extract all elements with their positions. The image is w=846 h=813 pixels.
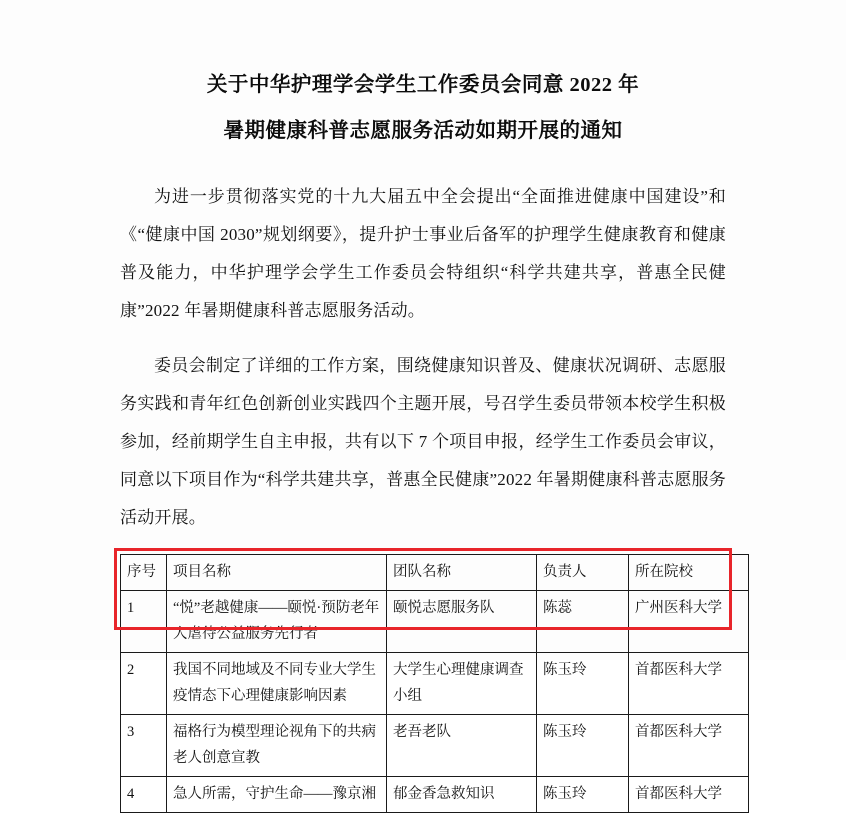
- row-school: 首都医科大学: [629, 777, 749, 813]
- row-leader: 陈玉玲: [537, 653, 629, 715]
- table-row: [121, 715, 749, 777]
- table-header-row: [121, 555, 749, 591]
- row-school: 首都医科大学: [629, 715, 749, 777]
- table-header-no: 序号: [121, 555, 167, 591]
- row-no: 1: [121, 591, 167, 653]
- row-leader: 陈蕊: [537, 591, 629, 653]
- table-row: [121, 591, 749, 653]
- paragraph-2: 委员会制定了详细的工作方案，围绕健康知识普及、健康状况调研、志愿服务实践和青年红色创新创业实践四个主题开展，号召学生委员带领本校学生积极参加，经前期学生自主申报，共有以下 7 个项目申报，经学生工作委员会审议，同意以下项目作为“科学共建共享，普惠全民健康”2022 年暑期健康科普志愿服务活动开展。: [120, 356, 726, 527]
- row-school: 首都医科大学: [629, 653, 749, 715]
- row-team-name: 颐悦志愿服务队: [387, 591, 537, 653]
- row-project-name: “悦”老越健康——颐悦·预防老年人虐待公益服务先行者: [167, 591, 387, 653]
- row-project-name: 急人所需，守护生命——豫京湘: [167, 777, 387, 813]
- projects-table: [120, 554, 749, 813]
- row-leader: 陈玉玲: [537, 777, 629, 813]
- row-project-name: 福格行为模型理论视角下的共病老人创意宣教: [167, 715, 387, 777]
- row-team-name: 老吾老队: [387, 715, 537, 777]
- row-no: 3: [121, 715, 167, 777]
- table-header-leader: 负责人: [537, 555, 629, 591]
- title-line-2: 暑期健康科普志愿服务活动如期开展的通知: [223, 120, 623, 142]
- table-header-team: 团队名称: [387, 555, 537, 591]
- table-header-school: 所在院校: [629, 555, 749, 591]
- row-no: 2: [121, 653, 167, 715]
- row-team-name: 郁金香急救知识: [387, 777, 537, 813]
- projects-table-wrap: [120, 554, 726, 813]
- table-header-name: 项目名称: [167, 555, 387, 591]
- document-title: [120, 62, 726, 154]
- row-team-name: 大学生心理健康调查小组: [387, 653, 537, 715]
- row-school: 广州医科大学: [629, 591, 749, 653]
- title-line-1: 关于中华护理学会学生工作委员会同意 2022 年: [206, 74, 640, 96]
- paragraph-1: 为进一步贯彻落实党的十九大届五中全会提出“全面推进健康中国建设”和《“健康中国 2030”规划纲要》，提升护士事业后备军的护理学生健康教育和健康普及能力，中华护理学会学生工作委员会特组织“科学共建共享，普惠全民健康”2022 年暑期健康科普志愿服务活动。: [120, 187, 726, 320]
- document-body: [120, 178, 726, 537]
- row-no: 4: [121, 777, 167, 813]
- table-row: [121, 653, 749, 715]
- row-leader: 陈玉玲: [537, 715, 629, 777]
- table-row: [121, 777, 749, 813]
- row-project-name: 我国不同地域及不同专业大学生疫情态下心理健康影响因素: [167, 653, 387, 715]
